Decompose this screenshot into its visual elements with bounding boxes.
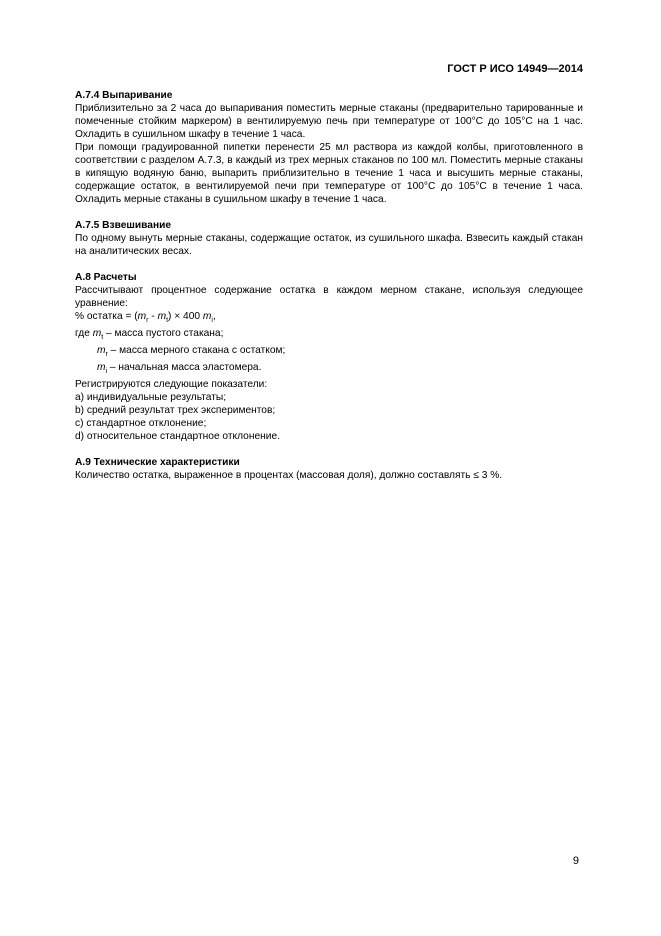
paragraph — [75, 141, 583, 206]
definition — [75, 361, 583, 378]
paragraph — [75, 232, 583, 258]
equation-sub: t — [166, 317, 169, 325]
list-item: b) средний результат трех экспериментов; — [75, 405, 276, 417]
paragraph-text: При помощи градуированной пипетки перенести 25 мл раствора из каждой колбы, приготовленного в соответствии с разделом А.7.3, в каждый из трех мерных стаканов по 100 мл. Поместить мерные стаканы в кипящую водяную баню, выпарить приблизительно в течение 1 часа и высушить мерные стаканы, содержащие остаток, в вентилируемой печи при температуре от 100°C до 105°C в течение 1 часа. Охладить мерные стаканы в сушильном шкафу в течение 1 часа. — [75, 142, 583, 205]
paragraph-text: Приблизительно за 2 часа до выпаривания поместить мерные стаканы (предварительно тарированные и помеченные стойким маркером) в вентилируемую печь при температуре от 100°C до 105°C на 1 час. Охладить в сушильном шкафу в течение 1 часа. — [75, 103, 583, 140]
equation-sub: i — [211, 317, 213, 325]
equation-sub: r — [146, 317, 149, 325]
page-number: 9 — [572, 855, 579, 867]
definition-symbol: m — [97, 345, 106, 357]
paragraph: Регистрируются следующие показатели: — [75, 379, 268, 391]
definition-sub: r — [105, 351, 108, 359]
list-item: a) индивидуальные результаты; — [75, 392, 227, 404]
definition-symbol: m — [92, 328, 102, 340]
section-heading-a9: А.9 Технические характеристики — [75, 457, 240, 469]
equation-part: , — [212, 311, 216, 322]
section-heading-a8: А.8 Расчеты — [75, 272, 137, 283]
equation-var: m — [157, 311, 167, 322]
equation-var: m — [202, 311, 212, 322]
paragraph: Количество остатка, выраженное в процентах (массовая доля), должно составлять ≤ 3 %. — [75, 470, 503, 482]
equation-part: - — [148, 311, 158, 322]
where-label: где — [75, 328, 93, 340]
paragraph — [75, 284, 583, 310]
definition-symbol: m — [97, 362, 106, 374]
definition-text: – масса мерного стакана с остатком; — [107, 345, 286, 357]
document-body — [75, 89, 583, 482]
definition — [75, 327, 583, 344]
section-heading-a74: А.7.4 Выпаривание — [75, 90, 173, 101]
list-item: c) стандартное отклонение; — [75, 418, 207, 430]
paragraph — [75, 102, 583, 141]
definition — [75, 344, 583, 361]
paragraph-text: Рассчитывают процентное содержание остатка в каждом мерном стакане, используя следующее уравнение: — [75, 285, 583, 309]
equation-var: m — [137, 311, 147, 322]
equation-part: % остатка = ( — [75, 311, 138, 322]
standard-number: ГОСТ Р ИСО 14949—2014 — [447, 63, 583, 75]
section-heading-a75: А.7.5 Взвешивание — [75, 220, 172, 231]
definition-text: – начальная масса эластомера. — [107, 362, 262, 374]
definition-sub: i — [105, 368, 108, 376]
paragraph-text: По одному вынуть мерные стаканы, содержащие остаток, из сушильного шкафа. Взвесить каждый стакан на аналитических весах. — [75, 233, 583, 257]
definition-sub: t — [101, 334, 104, 342]
equation — [75, 310, 583, 327]
equation-part: ) × 400 — [168, 311, 203, 322]
list-item: d) относительное стандартное отклонение. — [75, 431, 280, 443]
definition-text: – масса пустого стакана; — [103, 328, 224, 340]
